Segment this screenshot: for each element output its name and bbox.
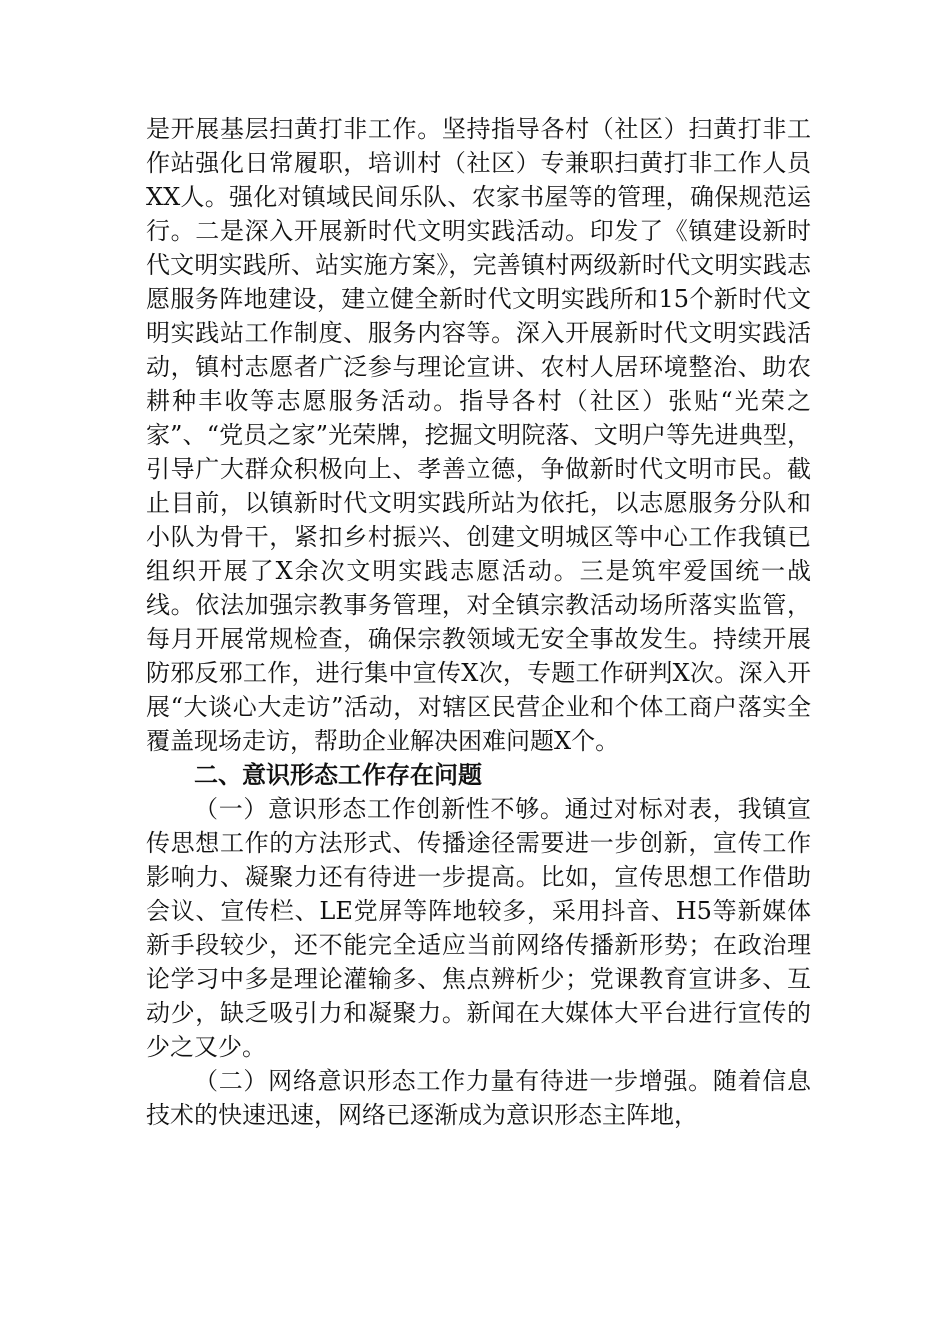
section-heading-2: 二、意识形态工作存在问题 <box>194 761 482 789</box>
document-body <box>146 112 811 1132</box>
body-paragraph-2: （一）意识形态工作创新性不够。通过对标对表，我镇宣传思想工作的方法形式、传播途径需要进一步创新，宣传工作影响力、凝聚力还有待进一步提高。比如，宣传思想工作借助会议、宣传栏、LE党屏等阵地较多，采用抖音、H5等新媒体新手段较少，还不能完全适应当前网络传播新形势；在政治理论学习中多是理论灌输多、焦点辨析少；党课教育宣讲多、互动少，缺乏吸引力和凝聚力。新闻在大媒体大平台进行宣传的少之又少。 <box>146 795 811 1061</box>
body-paragraph-1: 是开展基层扫黄打非工作。坚持指导各村（社区）扫黄打非工作站强化日常履职，培训村（社区）专兼职扫黄打非工作人员XX人。强化对镇域民间乐队、农家书屋等的管理，确保规范运行。二是深入开展新时代文明实践活动。印发了《镇建设新时代文明实践所、站实施方案》，完善镇村两级新时代文明实践志愿服务阵地建设，建立健全新时代文明实践所和15个新时代文明实践站工作制度、服务内容等。深入开展新时代文明实践活动，镇村志愿者广泛参与理论宣讲、农村人居环境整治、助农耕种丰收等志愿服务活动。指导各村（社区）张贴“光荣之家”、“党员之家”光荣牌，挖掘文明院落、文明户等先进典型，引导广大群众积极向上、孝善立德，争做新时代文明市民。截止目前，以镇新时代文明实践所站为依托，以志愿服务分队和小队为骨干，紧扣乡村振兴、创建文明城区等中心工作我镇已组织开展了X余次文明实践志愿活动。三是筑牢爱国统一战线。依法加强宗教事务管理，对全镇宗教活动场所落实监管，每月开展常规检查，确保宗教领域无安全事故发生。持续开展防邪反邪工作，进行集中宣传X次，专题工作研判X次。深入开展“大谈心大走访”活动，对辖区民营企业和个体工商户落实全覆盖现场走访，帮助企业解决困难问题X个。 <box>146 115 811 755</box>
body-paragraph-3: （二）网络意识形态工作力量有待进一步增强。随着信息技术的快速迅速，网络已逐渐成为意识形态主阵地， <box>146 1067 811 1129</box>
